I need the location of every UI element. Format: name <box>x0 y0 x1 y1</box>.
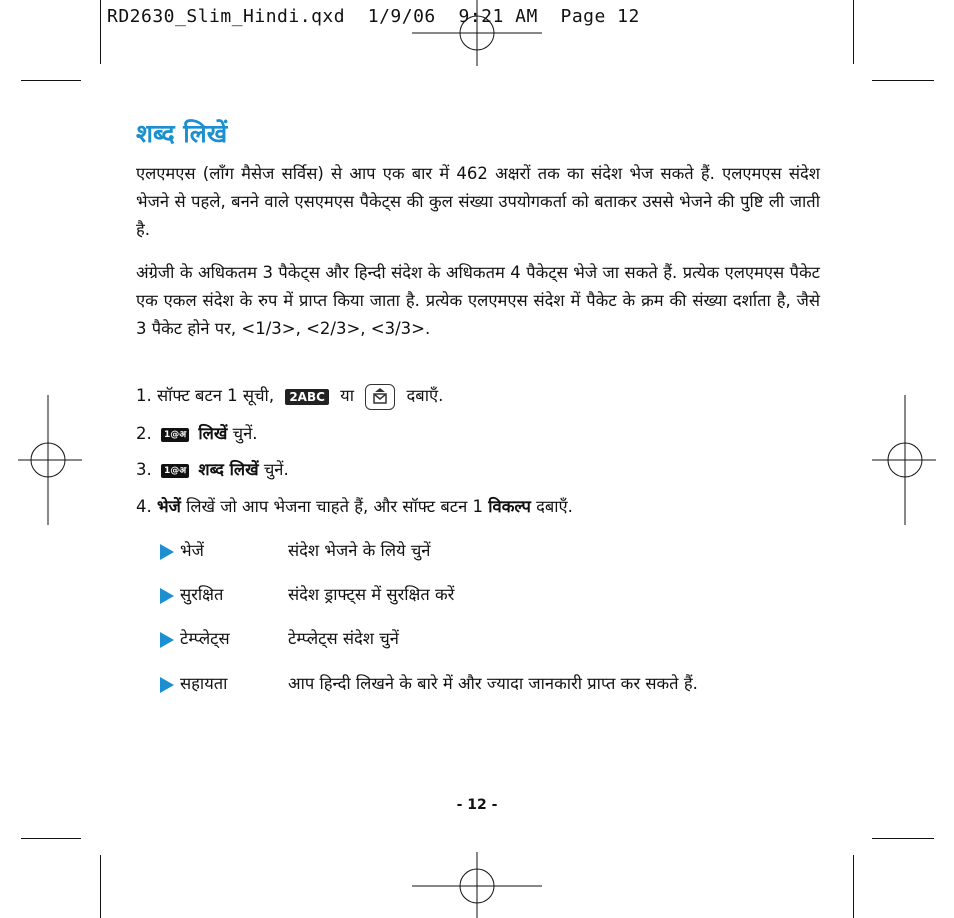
step-4 <box>136 493 573 521</box>
step-text: या <box>340 386 355 405</box>
option-row <box>160 582 455 608</box>
step-bold-text: विकल्प <box>488 497 531 516</box>
crop-mark <box>872 80 934 81</box>
page-number: - 12 - <box>456 797 498 813</box>
section-title: शब्द लिखें <box>136 119 228 148</box>
step-bold-text: लिखें <box>198 424 228 443</box>
step-number: 3. <box>136 460 152 479</box>
option-name: भेजें <box>180 541 204 560</box>
step-bold-text: भेजें <box>157 497 181 516</box>
message-key-icon <box>365 384 395 410</box>
key-2abc-icon: 2ABC <box>285 389 329 405</box>
crop-mark <box>853 0 854 64</box>
bullet-triangle-icon <box>160 632 174 648</box>
step-text: दबाएँ. <box>536 497 573 516</box>
option-description: संदेश ड्राफ्ट्स में सुरक्षित करें <box>288 585 455 604</box>
step-number: 1. <box>136 386 152 405</box>
step-number: 4. <box>136 497 152 516</box>
bullet-triangle-icon <box>160 588 174 604</box>
option-row <box>160 671 698 697</box>
paragraph-lms-intro: एलएमएस (लाँग मैसेज सर्विस) से आप एक बार में 462 अक्षरों तक का संदेश भेज सकते हैं. एलएमएस संदेश भेजने से पहले, बनने वाले एसएमएस पैकेट्स की कुल संख्या उपयोगकर्ता को बताकर उससे भेजने की पुष्टि ली जाती है. <box>136 164 820 239</box>
step-number: 2. <box>136 424 152 443</box>
option-name: सुरक्षित <box>180 585 224 604</box>
registration-mark-left <box>18 395 82 525</box>
option-name: टेम्प्लेट्स <box>180 629 230 648</box>
step-1 <box>136 382 443 410</box>
step-text: चुनें. <box>263 460 289 479</box>
option-row <box>160 538 431 564</box>
crop-mark <box>21 838 81 839</box>
registration-mark-bottom <box>412 852 542 918</box>
crop-mark <box>21 80 81 81</box>
registration-mark-right <box>872 395 936 525</box>
key-1-icon: 1@अ <box>161 464 189 478</box>
crop-mark <box>100 0 101 64</box>
step-text: चुनें. <box>232 424 258 443</box>
option-row <box>160 626 399 652</box>
key-1-icon: 1@अ <box>161 428 189 442</box>
step-text: लिखें जो आप भेजना चाहते हैं, और सॉफ्ट बटन 1 <box>186 497 484 516</box>
crop-mark <box>872 838 934 839</box>
step-text: दबाएँ. <box>406 386 444 405</box>
crop-mark <box>853 855 854 918</box>
step-3 <box>136 456 289 484</box>
step-bold-text: शब्द लिखें <box>198 460 259 479</box>
print-slug: RD2630_Slim_Hindi.qxd 1/9/06 9:21 AM Page 12 <box>107 6 640 27</box>
option-description: टेम्प्लेट्स संदेश चुनें <box>288 629 399 648</box>
step-text: सॉफ्ट बटन 1 सूची, <box>157 386 275 405</box>
step-2 <box>136 420 258 448</box>
bullet-triangle-icon <box>160 544 174 560</box>
option-description: संदेश भेजने के लिये चुनें <box>288 541 431 560</box>
option-description: आप हिन्दी लिखने के बारे में और ज्यादा जानकारी प्राप्त कर सकते हैं. <box>288 674 698 693</box>
bullet-triangle-icon <box>160 677 174 693</box>
paragraph-packets: अंग्रेजी के अधिकतम 3 पैकेट्स और हिन्दी संदेश के अधिकतम 4 पैकेट्स भेजे जा सकते हैं. प्रत्येक एलएमएस पैकेट एक एकल संदेश के रुप में प्राप्त किया जाता है. प्रत्येक एलएमएस संदेश में पैकेट के क्रम की संख्या दर्शाता है, जैसे 3 पैकेट होने पर, <1/3>, <2/3>, <3/3>. <box>136 263 820 338</box>
crop-mark <box>100 855 101 918</box>
option-name: सहायता <box>180 674 228 693</box>
